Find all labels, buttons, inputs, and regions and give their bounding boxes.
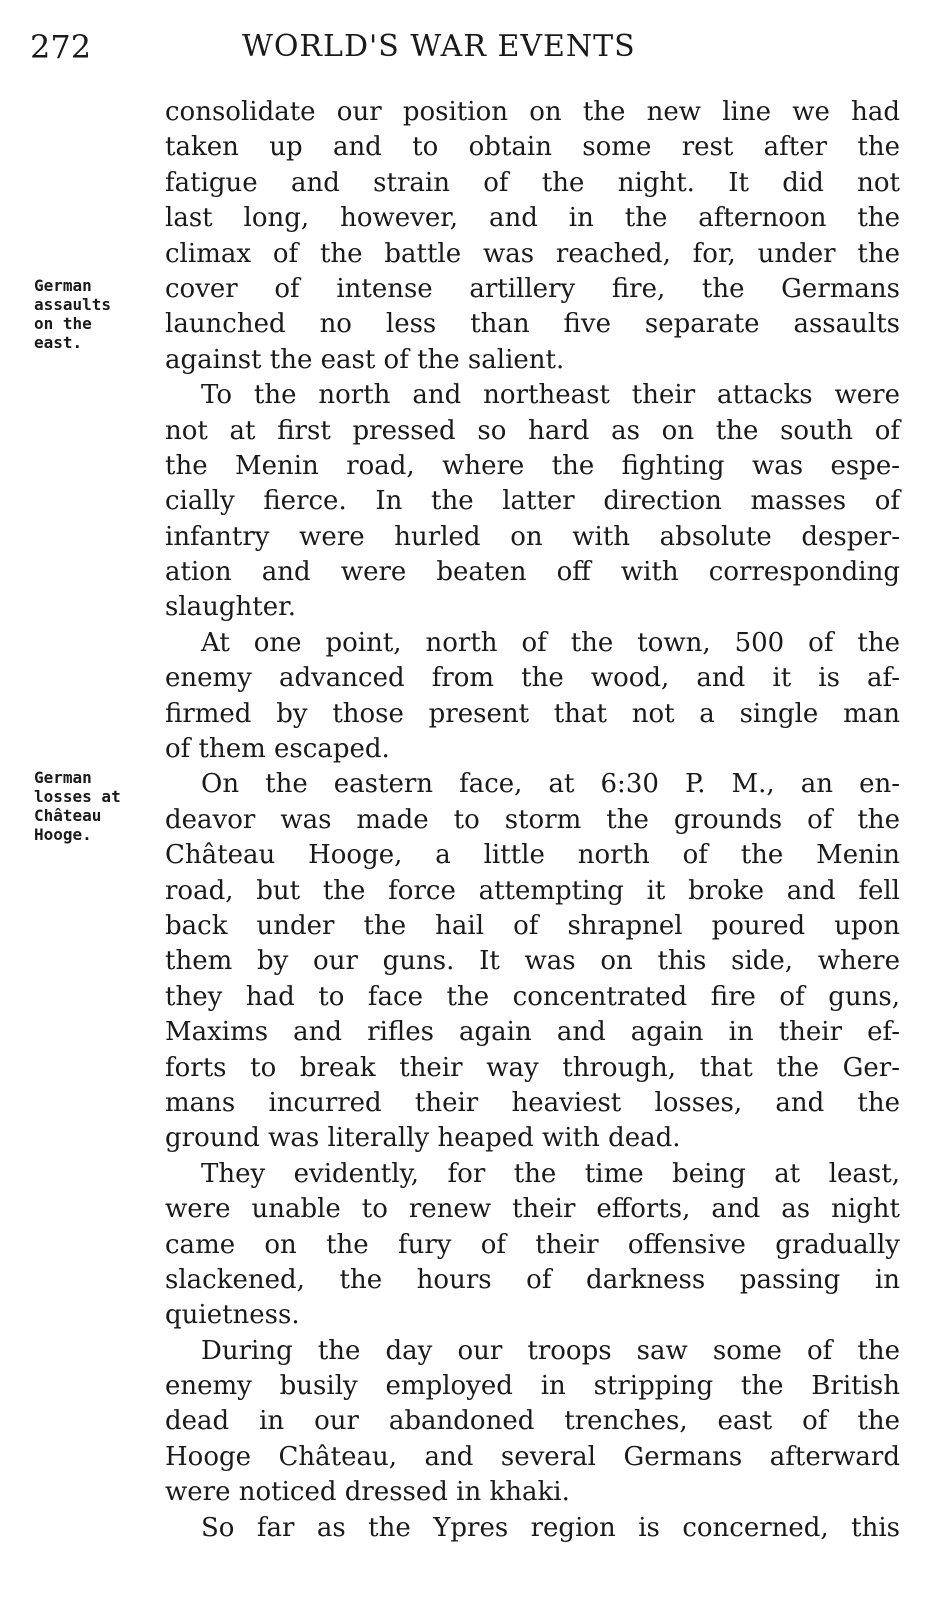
page-number: 272 <box>30 28 92 66</box>
text-line: slackened, the hours of darkness passing in <box>165 1264 900 1295</box>
margin-note-line: Château <box>34 806 102 825</box>
text-line: firmed by those present that not a single man <box>165 698 900 729</box>
text-line: taken up and to obtain some rest after the <box>165 132 900 163</box>
text-line: them by our guns. It was on this side, where <box>165 946 900 977</box>
text-line: They evidently, for the time being at least, <box>201 1158 900 1189</box>
text-line: cover of intense artillery fire, the Germans <box>165 273 900 304</box>
margin-note-line: on the <box>34 314 92 333</box>
text-line: of them escaped. <box>165 734 390 765</box>
text-line: not at first pressed so hard as on the south of <box>165 415 900 446</box>
text-line: forts to break their way through, that the Ger- <box>165 1052 900 1083</box>
text-line: quietness. <box>165 1300 300 1331</box>
margin-note-line: losses at <box>34 787 121 806</box>
text-line: So far as the Ypres region is concerned, this <box>201 1512 900 1543</box>
text-line: came on the fury of their offensive gradually <box>165 1229 900 1260</box>
body-text <box>165 95 900 1546</box>
text-line: infantry were hurled on with absolute desper- <box>165 521 900 552</box>
text-line: consolidate our position on the new line we had <box>165 97 900 127</box>
text-line: Château Hooge, a little north of the Menin <box>165 840 900 871</box>
margin-note-line: east. <box>34 333 83 352</box>
text-line: At one point, north of the town, 500 of the <box>201 627 900 658</box>
text-line: deavor was made to storm the grounds of the <box>165 804 900 835</box>
text-line: enemy advanced from the wood, and it is af- <box>165 663 900 694</box>
text-line: the Menin road, where the fighting was espe- <box>165 450 900 481</box>
text-line: they had to face the concentrated fire of guns, <box>165 981 900 1012</box>
text-line: ation and were beaten off with corresponding <box>165 557 900 588</box>
margin-note-line: Hooge. <box>34 825 92 844</box>
text-line: ground was literally heaped with dead. <box>165 1123 681 1154</box>
text-line: dead in our abandoned trenches, east of the <box>165 1406 900 1437</box>
text-line: cially fierce. In the latter direction masses of <box>165 486 900 517</box>
text-line: During the day our troops saw some of the <box>201 1335 900 1366</box>
text-line: were unable to renew their efforts, and as night <box>165 1194 900 1225</box>
text-line: slaughter. <box>165 592 296 623</box>
text-line: road, but the force attempting it broke and fell <box>165 875 900 906</box>
text-line: were noticed dressed in khaki. <box>165 1477 570 1508</box>
text-line: To the north and northeast their attacks were <box>201 380 900 411</box>
text-line: climax of the battle was reached, for, under the <box>165 238 900 269</box>
text-line: last long, however, and in the afternoon the <box>165 203 900 234</box>
text-line: enemy busily employed in stripping the British <box>165 1371 900 1402</box>
text-line: against the east of the salient. <box>165 344 565 375</box>
text-line: fatigue and strain of the night. It did not <box>165 167 900 198</box>
running-title: WORLD'S WAR EVENTS <box>242 29 636 64</box>
text-line: Maxims and rifles again and again in their ef- <box>165 1017 900 1048</box>
margin-note-line: German <box>34 276 92 295</box>
text-line: mans incurred their heaviest losses, and the <box>165 1087 900 1118</box>
margin-note-line: German <box>34 768 92 787</box>
text-line: launched no less than five separate assaults <box>165 309 900 340</box>
text-line: Hooge Château, and several Germans afterward <box>165 1441 900 1472</box>
margin-note-german-losses <box>34 768 146 844</box>
margin-note-line: assaults <box>34 295 112 314</box>
margin-note-german-assaults <box>34 276 146 352</box>
page-header <box>30 24 910 70</box>
text-line: On the eastern face, at 6:30 P. M., an en- <box>201 769 900 800</box>
text-line: back under the hail of shrapnel poured upon <box>165 910 900 941</box>
